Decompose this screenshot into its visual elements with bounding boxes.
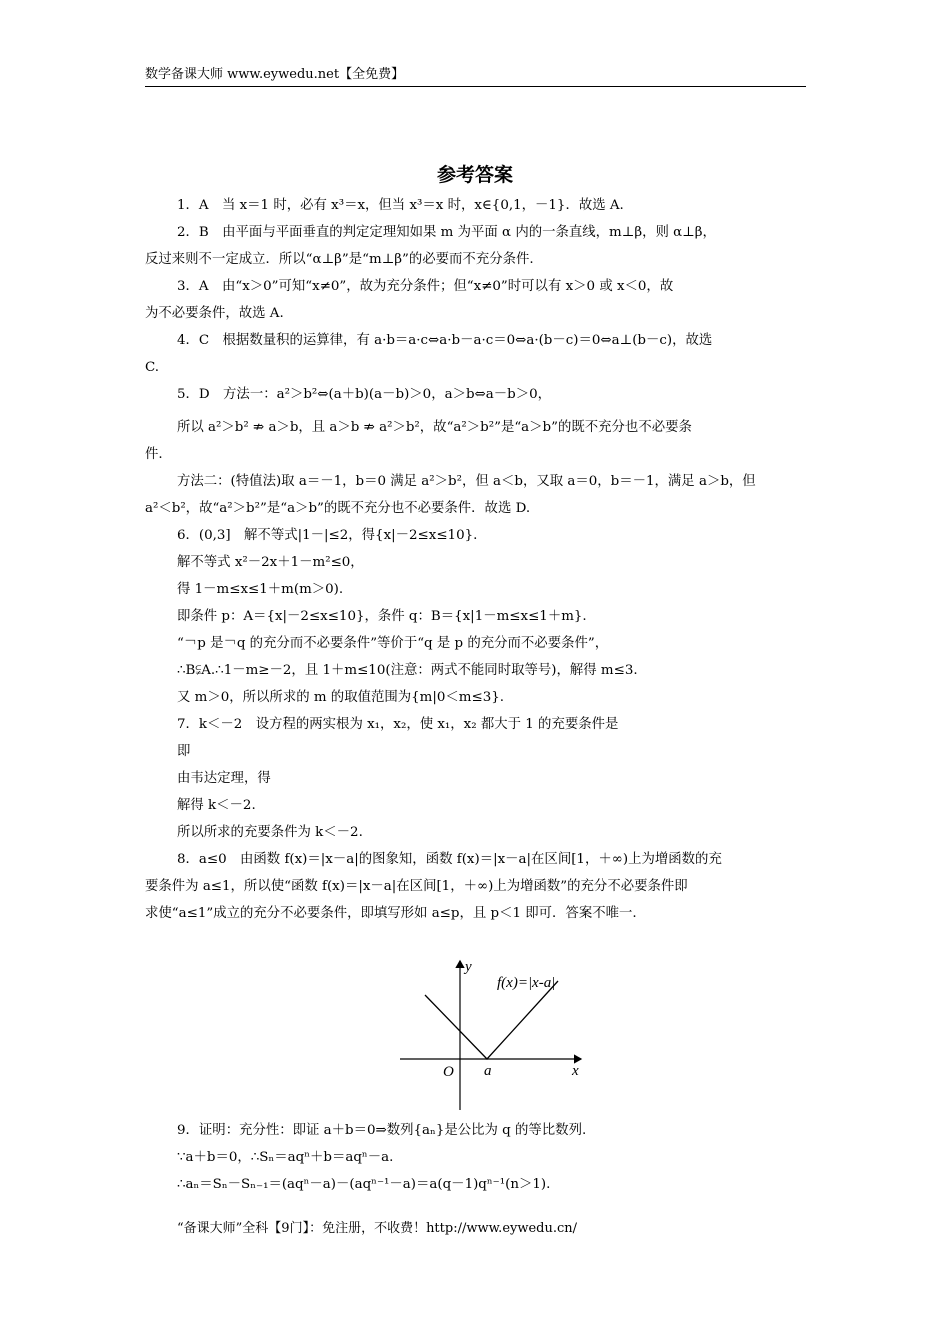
proof-line: ∵a＋b＝0，∴Sₙ＝aqⁿ＋b＝aqⁿ－a. <box>177 1150 394 1165</box>
answer-line: 即条件 p：A＝{x|－2≤x≤10}，条件 q：B＝{x|1－m≤x≤1＋m}. <box>177 609 587 624</box>
origin-label: O <box>443 1064 454 1080</box>
answer-line: 6．(0,3] 解不等式|1－|≤2，得{x|－2≤x≤10}. <box>177 528 478 543</box>
answer-line: 件. <box>145 447 163 462</box>
answer-line: ∴B⫋A.∴1－m≥－2，且 1＋m≤10(注意：两式不能同时取等号)，解得 m≤3. <box>177 663 638 678</box>
answer-line: 要条件为 a≤1，所以使“函数 f(x)＝|x－a|在区间[1，＋∞)上为增函数”的充分不必要条件即 <box>145 879 688 894</box>
answer-line: 2．B 由平面与平面垂直的判定定理知如果 m 为平面 α 内的一条直线，m⊥β，则 α⊥β， <box>177 225 716 240</box>
answer-line: a²＜b²，故“a²＞b²”是“a＞b”的既不充分也不必要条件．故选 D. <box>145 501 531 516</box>
answer-line: C. <box>145 360 160 375</box>
answer-line: 求使“a≤1”成立的充分不必要条件，即填写形如 a≤p，且 p＜1 即可．答案不唯一. <box>145 906 637 921</box>
answer-line: 得 1－m≤x≤1＋m(m＞0). <box>177 582 344 597</box>
proof-body <box>145 1117 806 1198</box>
answer-line: 8．a≤0 由函数 f(x)＝|x－a|的图象知，函数 f(x)＝|x－a|在区间[1，＋∞)上为增函数的充 <box>177 852 722 867</box>
answer-line: 方法二：(特值法)取 a＝－1，b＝0 满足 a²＞b²，但 a＜b，又取 a＝0，b＝－1，满足 a＞b，但 <box>177 474 756 489</box>
answer-line: 由韦达定理，得 <box>177 771 271 786</box>
function-label: f(x)=|x-a| <box>497 975 556 991</box>
answer-line: 所以 a²＞b² ⇏ a＞b，且 a＞b ⇏ a²＞b²，故“a²＞b²”是“a＞b”的既不充分也不必要条 <box>177 420 692 435</box>
answer-line: 5．D 方法一：a²＞b²⇔(a＋b)(a－b)＞0，a＞b⇔a－b＞0， <box>177 387 552 402</box>
y-axis-label: y <box>465 959 472 975</box>
answer-line: 为不必要条件，故选 A. <box>145 306 284 321</box>
page-header: 数学备课大师 www.eywedu.net【全免费】 <box>145 66 806 87</box>
answer-line: 所以所求的充要条件为 k＜－2. <box>177 825 363 840</box>
proof-line: 9．证明：充分性：即证 a＋b＝0⇒数列{aₙ}是公比为 q 的等比数列. <box>177 1123 587 1138</box>
answer-line: 即 <box>177 744 191 759</box>
answer-line: 解不等式 x²－2x＋1－m²≤0， <box>177 555 364 570</box>
answer-line: 反过来则不一定成立．所以“α⊥β”是“m⊥β”的必要而不充分条件. <box>145 252 534 267</box>
answer-body <box>145 192 806 927</box>
absolute-value-graph <box>395 955 590 1115</box>
page-footer: “备课大师”全科【9门】：免注册，不收费！http://www.eywedu.cn/ <box>177 1221 578 1236</box>
page-title: 参考答案 <box>436 164 513 186</box>
a-point-label: a <box>484 1063 492 1079</box>
answer-line: “￢p 是￢q 的充分而不必要条件”等价于“q 是 p 的充分而不必要条件”， <box>177 636 609 651</box>
answer-line: 又 m＞0，所以所求的 m 的取值范围为{m|0＜m≤3}. <box>177 690 505 705</box>
answer-line: 1．A 当 x＝1 时，必有 x³＝x，但当 x³＝x 时，x∈{0,1，－1}．故选 A. <box>177 198 624 213</box>
answer-line: 解得 k＜－2. <box>177 798 256 813</box>
answer-line: 7．k＜－2 设方程的两实根为 x₁，x₂，使 x₁，x₂ 都大于 1 的充要条件是 <box>177 717 619 732</box>
answer-line: 3．A 由“x＞0”可知“x≠0”，故为充分条件；但“x≠0”时可以有 x＞0 或 x＜0，故 <box>177 279 674 294</box>
proof-line: ∴aₙ＝Sₙ－Sₙ₋₁＝(aqⁿ－a)－(aqⁿ⁻¹－a)＝a(q－1)qⁿ⁻¹(n＞1). <box>177 1177 551 1192</box>
function-curve <box>425 981 558 1059</box>
answer-line: 4．C 根据数量积的运算律，有 a·b＝a·c⇔a·b－a·c＝0⇔a·(b－c)＝0⇔a⊥(b－c)，故选 <box>177 333 713 348</box>
x-axis-label: x <box>572 1063 579 1079</box>
